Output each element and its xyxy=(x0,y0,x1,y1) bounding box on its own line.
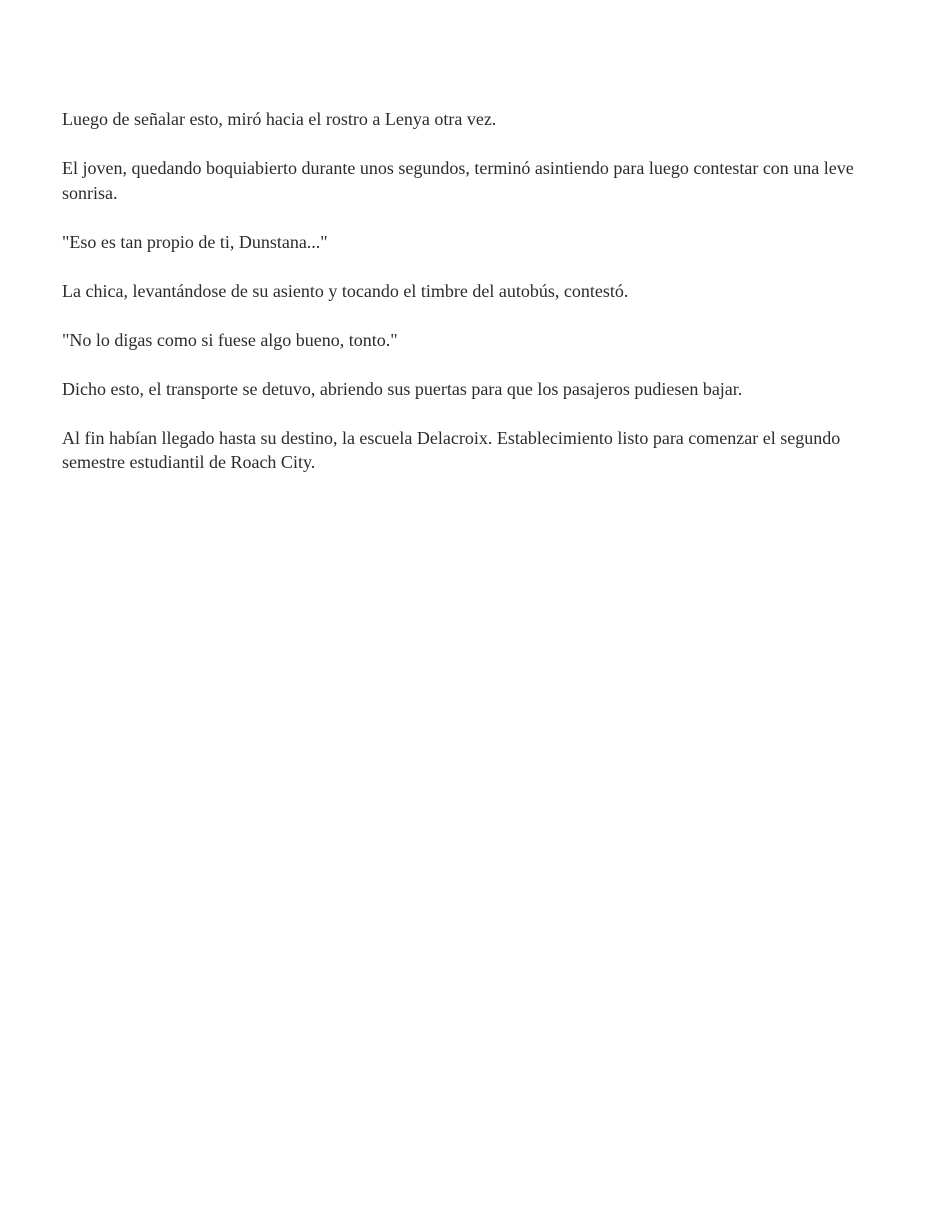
paragraph: La chica, levantándose de su asiento y tocando el timbre del autobús, contestó. xyxy=(62,280,629,301)
document-page xyxy=(62,107,874,499)
paragraph: "Eso es tan propio de ti, Dunstana..." xyxy=(62,231,328,252)
paragraph: "No lo digas como si fuese algo bueno, tonto." xyxy=(62,329,398,350)
paragraph: Dicho esto, el transporte se detuvo, abriendo sus puertas para que los pasajeros pudiesen bajar. xyxy=(62,378,743,399)
paragraph: El joven, quedando boquiabierto durante unos segundos, terminó asintiendo para luego contestar con una leve sonrisa. xyxy=(62,158,854,203)
paragraph: Luego de señalar esto, miró hacia el rostro a Lenya otra vez. xyxy=(62,109,497,129)
paragraph: Al fin habían llegado hasta su destino, la escuela Delacroix. Establecimiento listo para comenzar el segundo semestre estudiantil de Roach City. xyxy=(62,427,841,472)
